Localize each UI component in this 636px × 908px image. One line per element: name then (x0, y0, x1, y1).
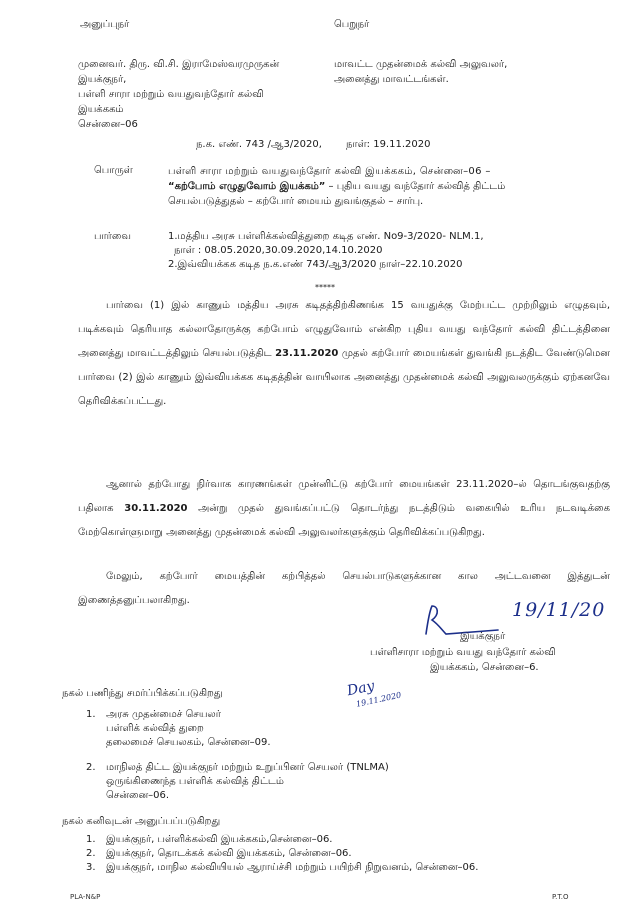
subject-line: செயல்படுத்துதல் – கற்போர் மையம் துவங்குதல் – சார்பு. (168, 196, 424, 207)
list-number: 1. (86, 709, 96, 720)
signatory-org: பள்ளிசாரா மற்றும் வயது வந்தோர் கல்வி (370, 647, 556, 658)
recipient-line: அனைத்து மாவட்டங்கள். (334, 74, 449, 85)
references-label: பார்வை (94, 231, 131, 242)
recipient-line: மாவட்ட முதன்மைக் கல்வி அலுவலர், (334, 59, 508, 70)
copy-line: பள்ளிக் கல்வித் துறை (106, 723, 204, 734)
copy-courtesy-text: இயக்குநர், மாநில கல்வியியல் ஆராய்ச்சி மற்றும் பயிற்சி நிறுவனம், சென்னை–06. (106, 862, 479, 873)
copy-line: தலைமைச் செயலகம், சென்னை–09. (106, 737, 271, 748)
sender-line: பள்ளி சாரா மற்றும் வயதுவந்தோர் கல்வி (78, 89, 264, 100)
separator-stars: ***** (315, 283, 335, 292)
copy-courtesy-item (86, 861, 478, 875)
copy-courtesy-item (86, 833, 478, 847)
copy-line: ஒருங்கிணைந்த பள்ளிக் கல்வித் திட்டம் (106, 776, 284, 787)
para1-text: பார்வை (1) இல் காணும் மத்திய அரசு கடிதத்திற்கிணங்க 15 வயதுக்கு மேற்பட்ட முற்றிலும் எழுதவும், படிக்கவும் தெரியாத கல்லாதோருக்கு கற்போம் எழுதுவோம் என்கிற புதிய வயது வந்தோர் கல்வி திட்டத்தினை அனைத்து மாவட்டத்திலும் செயல்படுத்திட (78, 300, 610, 359)
copy-line: சென்னை–06. (106, 790, 170, 801)
campaign-name: “கற்போம் எழுதுவோம் இயக்கம்” (168, 181, 326, 192)
subject-line: பள்ளி சாரா மற்றும் வயதுவந்தோர் கல்வி இயக்ககம், சென்னை–06 – (168, 166, 491, 177)
list-number: 3. (86, 862, 96, 873)
para2-text-rest: அன்று முதல் துவங்கப்பட்டு தொடர்ந்து நடத்திடும் வகையில் உரிய நடவடிக்கை மேற்கொள்ளுமாறு அனைத்து முதன்மைக் கல்வி அலுவலர்களுக்கும் தெரிவிக்கப்படுகிறது. (78, 503, 610, 538)
handwritten-note-date: 19.11.2020 (355, 690, 402, 709)
reference-item: 1.மத்திய அரசு பள்ளிக்கல்வித்துறை கடித எண். No9-3/2020- NLM.1, (168, 231, 484, 242)
copy-submitted-heading: நகல் பணிந்து சமர்ப்பிக்கப்படுகிறது (62, 688, 223, 699)
reference-item: 2.இவ்வியக்கக கடித ந.க.எண் 743/ஆ3/2020 நாள்–22.10.2020 (168, 259, 463, 270)
sender-block (78, 57, 279, 132)
recipient-block (334, 57, 507, 87)
para2-date: 30.11.2020 (124, 503, 188, 514)
to-label: பெறுநர் (334, 19, 370, 30)
body-paragraph-1 (78, 294, 610, 414)
handwritten-note-line: Day (345, 677, 376, 700)
reference-item-date: நாள் : 08.05.2020,30.09.2020,14.10.2020 (174, 245, 383, 256)
para1-text-rest: முதல் கற்போர் மையங்கள் துவங்கி நடத்திட வேண்டுமென பார்வை (2) இல் காணும் இவ்வியக்கக கடிதத்தின் வாயிலாக அனைத்து முதன்மைக் கல்வி அலுவலருக்கும் ஏற்கனவே தெரிவிக்கப்பட்டது. (78, 348, 610, 407)
subject-block (168, 164, 614, 209)
body-paragraph-2 (78, 473, 610, 545)
signatory-title: இயக்குநர் (460, 631, 506, 642)
subject-label: பொருள் (94, 165, 133, 176)
copy-submitted-item (86, 708, 271, 750)
sender-line: முனைவர். திரு. வி.சி. இராமேஸ்வரமுருகன் (78, 59, 280, 70)
para3-text: மேலும், கற்போர் மையத்தின் கற்பித்தல் செயல்பாடுகளுக்கான கால அட்டவனை இத்துடன் இணைத்தனுப்பலாகிறது. (78, 571, 610, 606)
para1-date: 23.11.2020 (275, 348, 339, 359)
list-number: 2. (86, 762, 96, 773)
handwritten-note (345, 672, 402, 712)
list-number: 2. (86, 848, 96, 859)
copy-courtesy-text: இயக்குநர், தொடக்கக் கல்வி இயக்ககம், சென்னை–06. (106, 848, 352, 859)
copy-submitted-item (86, 761, 389, 803)
copy-courtesy-list (86, 833, 478, 875)
copy-line: மாநிலத் திட்ட இயக்குநர் மற்றும் உறுப்பினர் செயலர் (TNLMA) (106, 762, 389, 773)
subject-line (168, 179, 614, 194)
handwritten-date: 19/11/20 (512, 599, 606, 621)
copy-line: அரசு முதன்மைச் செயலர் (106, 709, 221, 720)
footer-pto: P.T.O (552, 893, 569, 901)
references-block (168, 230, 484, 272)
subject-line-rest: – புதிய வயது வந்தோர் கல்வித் திட்டம் (325, 181, 506, 192)
copy-courtesy-item (86, 847, 478, 861)
from-label: அனுப்புநர் (80, 19, 130, 30)
footer-code: PLA-N&P (70, 893, 101, 901)
copy-courtesy-text: இயக்குநர், பள்ளிக்கல்வி இயக்ககம்,சென்னை–06. (106, 834, 333, 845)
list-number: 1. (86, 834, 96, 845)
sender-line: இயக்ககம் (78, 104, 124, 115)
sender-line: இயக்குநர், (78, 74, 127, 85)
signatory-place: இயக்ககம், சென்னை–6. (430, 662, 539, 673)
reference-date: நாள்: 19.11.2020 (346, 139, 431, 150)
copy-courtesy-heading: நகல் கனிவுடன் அனுப்பப்படுகிறது (62, 816, 221, 827)
sender-line: சென்னை–06 (78, 119, 138, 130)
para2-text: ஆனால் தற்போது நிர்வாக காரணங்கள் முன்னிட்டு கற்போர் மையங்கள் 23.11.2020–ல் தொடங்குவதற்கு பதிலாக (78, 479, 610, 514)
reference-number: ந.க. எண். 743 /ஆ3/2020, (196, 139, 322, 150)
